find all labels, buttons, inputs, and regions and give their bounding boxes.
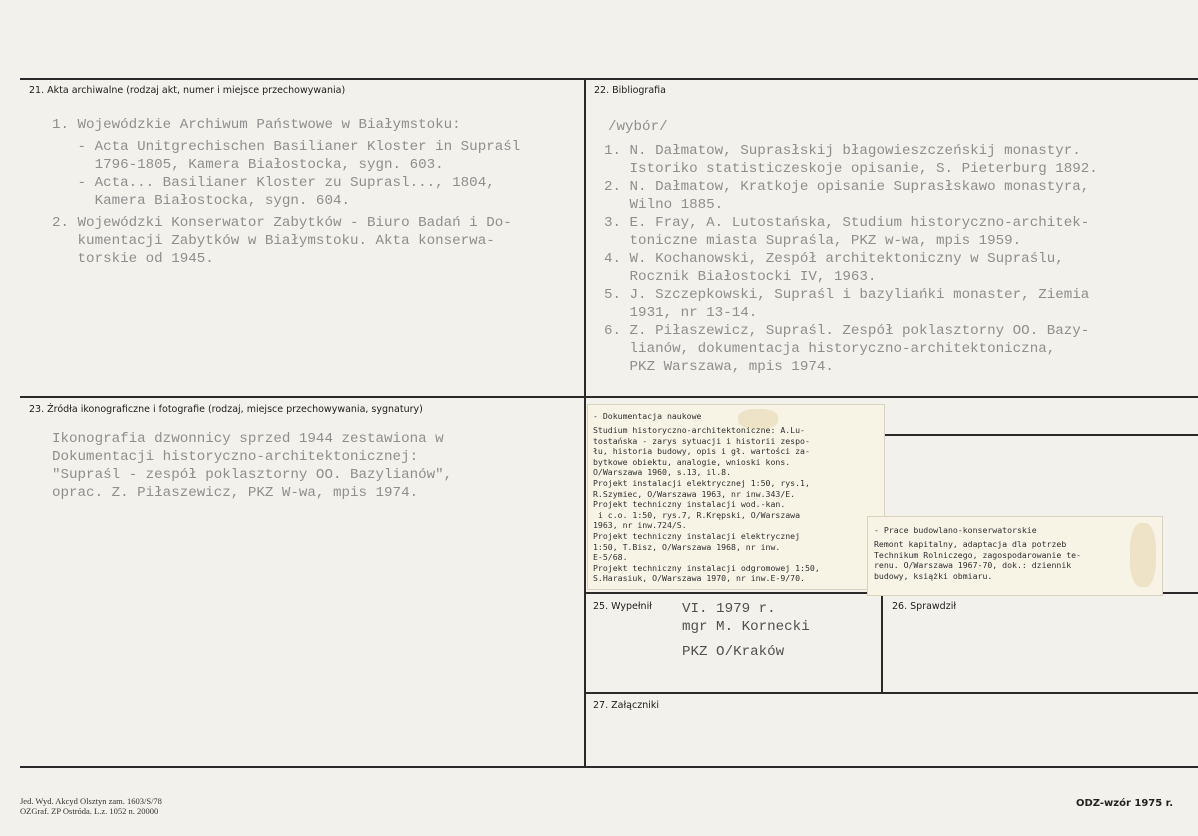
bibliography-intro: /wybór/	[608, 119, 668, 135]
archive-line: torskie od 1945.	[52, 251, 214, 267]
slip-line: Projekt techniczny instalacji wod.-kan.	[593, 499, 786, 510]
slip-line: Projekt instalacji elektrycznej 1:50, rys.1,	[593, 478, 810, 488]
bibliography-line: 3. E. Fray, A. Lutostańska, Studium historyczno-architek-	[604, 215, 1090, 231]
bibliography-line: toniczne miasta Supraśla, PKZ w-wa, mpis 1959.	[604, 233, 1022, 249]
slip-line: Studium historyczno-architektoniczne: A.Lu-	[593, 425, 805, 435]
section-27-label: 27. Załączniki	[593, 700, 659, 711]
bibliography-line: Istoriko statisticzeskoje opisanie, S. Pieterburg 1892.	[604, 161, 1098, 177]
bibliography-line: 1. N. Dałmatow, Suprasłskij błagowieszczeńskij monastyr.	[604, 143, 1081, 159]
iconography-line: oprac. Z. Piłaszewicz, PKZ W-wa, mpis 1974.	[52, 485, 419, 501]
archive-line: - Acta Unitgrechischen Basilianer Kloster in Supraśl	[52, 139, 521, 155]
slip-line: renu. O/Warszawa 1967-70, dok.: dziennik	[874, 560, 1072, 571]
filled-by-line: VI. 1979 r.	[682, 601, 776, 617]
bibliography-line: Wilno 1885.	[604, 197, 724, 213]
slip-line: 1:50, T.Bisz, O/Warszawa 1968, nr inw.	[593, 541, 781, 552]
slip-line: - Prace budowlano-konserwatorskie	[874, 525, 1037, 535]
slip-line: R.Szymiec, O/Warszawa 1963, nr inw.343/E.	[593, 488, 796, 499]
archive-line: 1796-1805, Kamera Białostocka, sygn. 603.	[52, 157, 444, 173]
printer-info-line-2: OZGraf. ZP Ostróda. L.z. 1052 n. 20000	[20, 806, 159, 816]
bibliography-line: 4. W. Kochanowski, Zespół architektoniczny w Supraślu,	[604, 251, 1064, 267]
archive-line: 2. Wojewódzki Konserwator Zabytków - Biuro Badań i Do-	[52, 215, 512, 231]
paper-stain	[1130, 523, 1156, 587]
bibliography-line: lianów, dokumentacja historyczno-architektoniczna,	[604, 341, 1056, 357]
iconography-line: Dokumentacji historyczno-architektonicznej:	[52, 449, 419, 465]
bibliography-line: 5. J. Szczepkowski, Supraśl i bazyliańki monaster, Ziemia	[604, 287, 1090, 303]
rule-bottom	[20, 766, 1198, 768]
iconography-line: "Supraśl - zespół poklasztorny OO. Bazylianów",	[52, 467, 453, 483]
filled-by-line: PKZ O/Kraków	[682, 644, 785, 660]
filled-by-line: mgr M. Kornecki	[682, 619, 810, 635]
slip-line: i c.o. 1:50, rys.7, R.Krępski, O/Warszawa	[593, 509, 801, 520]
slip-line: Projekt techniczny instalacji odgromowej 1:50,	[593, 562, 820, 573]
archive-line: Kamera Białostocka, sygn. 604.	[52, 193, 350, 209]
section-26-label: 26. Sprawdził	[892, 601, 957, 612]
slip-line: Projekt techniczny instalacji elektrycznej	[593, 531, 801, 541]
printer-info-line-1: Jed. Wyd. Akcyd Olsztyn zam. 1603/S/78	[20, 796, 162, 806]
archive-line: 1. Wojewódzkie Archiwum Państwowe w Białymstoku:	[52, 117, 461, 133]
pasted-slip-documentation	[587, 404, 885, 590]
slip-line: budowy, książki obmiaru.	[874, 570, 993, 581]
archive-line: - Acta... Basilianer Kloster zu Suprasl..., 1804,	[52, 175, 495, 191]
section-22-label: 22. Bibliografia	[594, 85, 666, 96]
center-divider-lower	[584, 396, 586, 766]
bibliography-line: 2. N. Dałmatow, Kratkoje opisanie Suprasłskawo monastyra,	[604, 179, 1090, 195]
slip-line: O/Warszawa 1960, s.13, il.8.	[593, 467, 732, 478]
center-divider-upper	[584, 78, 586, 396]
slip-line: Technikum Rolniczego, zagospodarowanie te-	[874, 549, 1082, 560]
pasted-slip-conservation-works	[867, 516, 1163, 596]
bibliography-line: Rocznik Białostocki IV, 1963.	[604, 269, 877, 285]
form-template-code: ODZ-wzór 1975 r.	[1076, 798, 1173, 809]
slip-line: tostańska - zarys sytuacji i historii zespo-	[593, 435, 810, 446]
archive-line: kumentacji Zabytków w Białymstoku. Akta konserwa-	[52, 233, 495, 249]
bibliography-line: PKZ Warszawa, mpis 1974.	[604, 359, 834, 375]
slip-line: - Dokumentacja naukowe	[593, 411, 702, 421]
slip-line: E-5/68.	[593, 552, 628, 563]
section-23-label: 23. Źródła ikonograficzne i fotografie (rodzaj, miejsce przechowywania, sygnatury)	[29, 404, 423, 415]
rule-below-21-22	[20, 396, 1198, 398]
bibliography-line: 6. Z. Piłaszewicz, Supraśl. Zespół poklasztorny OO. Bazy-	[604, 323, 1090, 339]
iconography-line: Ikonografia dzwonnicy sprzed 1944 zestawiona w	[52, 431, 444, 447]
top-rule	[20, 78, 1198, 80]
section-21-label: 21. Akta archiwalne (rodzaj akt, numer i miejsce przechowywania)	[29, 85, 346, 96]
divider-25-26	[881, 592, 883, 692]
slip-line: bytkowe obiektu, analogie, wnioski kons.	[593, 456, 791, 467]
rule-above-27	[585, 692, 1198, 694]
slip-line: łu, historia budowy, opis i gł. wartości za-	[593, 446, 810, 457]
section-25-label: 25. Wypełnił	[593, 601, 652, 612]
slip-line: S.Harasiuk, O/Warszawa 1970, nr inw.E-9/70.	[593, 573, 805, 584]
rule-right-mid	[880, 434, 1198, 436]
slip-line: 1963, nr inw.724/S.	[593, 520, 687, 531]
bibliography-line: 1931, nr 13-14.	[604, 305, 758, 321]
slip-line: Remont kapitalny, adaptacja dla potrzeb	[874, 539, 1067, 549]
